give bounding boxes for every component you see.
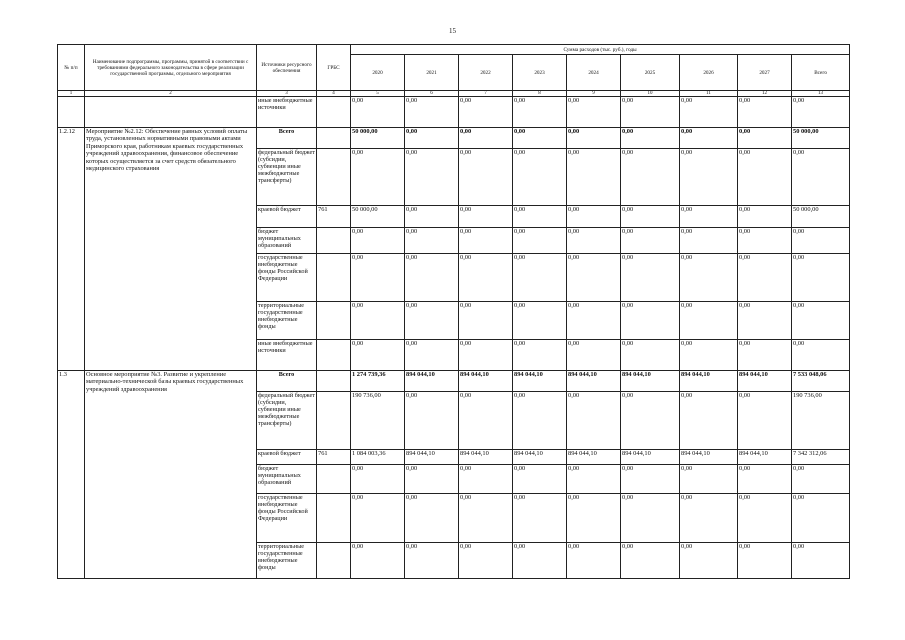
value-cell: 0,00 — [351, 543, 405, 579]
header-year: 2026 — [680, 55, 738, 91]
value-cell: 0,00 — [459, 543, 513, 579]
value-cell: 0,00 — [459, 228, 513, 254]
value-cell: 0,00 — [738, 392, 792, 450]
header-num: № п/п — [58, 45, 85, 91]
value-cell: 0,00 — [405, 543, 459, 579]
value-cell: 0,00 — [567, 97, 621, 128]
column-number: 8 — [513, 91, 567, 97]
value-cell: 190 736,00 — [351, 392, 405, 450]
value-cell: 0,00 — [405, 340, 459, 371]
source-cell: иные внебюджетные источники — [257, 97, 317, 128]
name-cell — [85, 97, 257, 128]
total-cell: 0,00 — [792, 340, 850, 371]
value-cell: 0,00 — [513, 302, 567, 340]
value-cell: 0,00 — [513, 340, 567, 371]
header-name: Наименование подпрограммы, программы, принятой в соответствии с требованиями федерального законодательства в сфере реализации государственной программы, отдельного мероприятия — [85, 45, 257, 91]
total-cell: 0,00 — [792, 149, 850, 206]
item-name: Мероприятие №2.12: Обеспечение равных условий оплаты труда, установленных нормативными правовыми актами Приморского края, работникам краевых государственных учреждений здравоохранения, финансовое обеспечение которых осуществляется за счет средств обязательного медицинского страхования — [85, 128, 257, 371]
value-cell: 0,00 — [738, 97, 792, 128]
value-cell: 0,00 — [738, 206, 792, 228]
column-number: 9 — [567, 91, 621, 97]
value-cell: 0,00 — [513, 254, 567, 302]
source-cell: краевой бюджет — [257, 450, 317, 465]
value-cell: 894 044,10 — [738, 450, 792, 465]
table-body — [58, 97, 850, 579]
source-cell: Всего — [257, 371, 317, 392]
grbs-cell — [317, 465, 351, 494]
value-cell: 894 044,10 — [680, 450, 738, 465]
table-row — [58, 128, 850, 149]
value-cell: 0,00 — [567, 206, 621, 228]
grbs-cell — [317, 340, 351, 371]
value-cell: 0,00 — [621, 254, 680, 302]
value-cell: 0,00 — [680, 494, 738, 543]
value-cell: 894 044,10 — [567, 371, 621, 392]
value-cell: 0,00 — [567, 543, 621, 579]
value-cell: 0,00 — [738, 494, 792, 543]
total-cell: 7 533 048,06 — [792, 371, 850, 392]
header-year: 2021 — [405, 55, 459, 91]
value-cell: 0,00 — [621, 543, 680, 579]
value-cell: 0,00 — [680, 206, 738, 228]
value-cell: 0,00 — [351, 97, 405, 128]
value-cell: 1 274 739,36 — [351, 371, 405, 392]
column-number: 4 — [317, 91, 351, 97]
value-cell: 0,00 — [621, 302, 680, 340]
value-cell: 894 044,10 — [680, 371, 738, 392]
value-cell: 0,00 — [738, 340, 792, 371]
value-cell: 0,00 — [567, 228, 621, 254]
value-cell: 894 044,10 — [405, 371, 459, 392]
value-cell: 894 044,10 — [459, 371, 513, 392]
total-cell: 0,00 — [792, 543, 850, 579]
value-cell: 0,00 — [680, 128, 738, 149]
header-sum-group: Сумма расходов (тыс. руб.), годы — [351, 45, 850, 55]
header-year: 2023 — [513, 55, 567, 91]
total-cell: 0,00 — [792, 302, 850, 340]
value-cell: 894 044,10 — [513, 450, 567, 465]
value-cell: 0,00 — [680, 228, 738, 254]
grbs-cell: 761 — [317, 450, 351, 465]
source-cell: бюджет муниципальных образований — [257, 228, 317, 254]
value-cell: 0,00 — [621, 494, 680, 543]
value-cell: 0,00 — [513, 465, 567, 494]
total-cell: 0,00 — [792, 254, 850, 302]
value-cell: 0,00 — [405, 206, 459, 228]
value-cell: 0,00 — [738, 465, 792, 494]
grbs-cell — [317, 254, 351, 302]
total-cell: 50 000,00 — [792, 128, 850, 149]
grbs-cell — [317, 371, 351, 392]
value-cell: 0,00 — [567, 494, 621, 543]
grbs-cell — [317, 494, 351, 543]
value-cell: 0,00 — [459, 465, 513, 494]
value-cell: 0,00 — [621, 128, 680, 149]
value-cell: 0,00 — [738, 128, 792, 149]
source-cell: краевой бюджет — [257, 206, 317, 228]
header-year: 2020 — [351, 55, 405, 91]
grbs-cell — [317, 97, 351, 128]
value-cell: 0,00 — [680, 149, 738, 206]
value-cell: 0,00 — [621, 206, 680, 228]
value-cell: 0,00 — [513, 543, 567, 579]
value-cell: 1 084 003,36 — [351, 450, 405, 465]
value-cell: 0,00 — [405, 228, 459, 254]
total-cell: 0,00 — [792, 97, 850, 128]
value-cell: 0,00 — [567, 302, 621, 340]
value-cell: 0,00 — [405, 254, 459, 302]
value-cell: 0,00 — [621, 228, 680, 254]
value-cell: 894 044,10 — [405, 450, 459, 465]
value-cell: 0,00 — [459, 254, 513, 302]
value-cell: 50 000,00 — [351, 128, 405, 149]
value-cell: 0,00 — [459, 302, 513, 340]
budget-table — [57, 44, 850, 579]
grbs-cell — [317, 149, 351, 206]
value-cell: 0,00 — [405, 128, 459, 149]
value-cell: 0,00 — [513, 228, 567, 254]
value-cell: 894 044,10 — [621, 371, 680, 392]
value-cell: 0,00 — [738, 543, 792, 579]
value-cell: 0,00 — [351, 494, 405, 543]
value-cell: 0,00 — [459, 392, 513, 450]
value-cell: 894 044,10 — [513, 371, 567, 392]
value-cell: 0,00 — [459, 494, 513, 543]
table-header — [58, 45, 850, 97]
source-cell: Всего — [257, 128, 317, 149]
value-cell: 0,00 — [351, 254, 405, 302]
value-cell: 0,00 — [567, 465, 621, 494]
grbs-cell — [317, 228, 351, 254]
value-cell: 0,00 — [738, 254, 792, 302]
grbs-cell — [317, 302, 351, 340]
source-cell: территориальные государственные внебюджетные фонды — [257, 543, 317, 579]
value-cell: 0,00 — [459, 149, 513, 206]
value-cell: 0,00 — [513, 97, 567, 128]
grbs-cell — [317, 128, 351, 149]
value-cell: 0,00 — [513, 149, 567, 206]
value-cell: 0,00 — [351, 149, 405, 206]
total-cell: 0,00 — [792, 494, 850, 543]
column-number: 3 — [257, 91, 317, 97]
value-cell: 0,00 — [513, 206, 567, 228]
value-cell: 0,00 — [513, 128, 567, 149]
value-cell: 0,00 — [405, 302, 459, 340]
column-number: 12 — [738, 91, 792, 97]
value-cell: 894 044,10 — [621, 450, 680, 465]
value-cell: 0,00 — [567, 254, 621, 302]
source-cell: иные внебюджетные источники — [257, 340, 317, 371]
source-cell: государственные внебюджетные фонды Российской Федерации — [257, 494, 317, 543]
value-cell: 0,00 — [621, 97, 680, 128]
column-number: 10 — [621, 91, 680, 97]
table-row — [58, 371, 850, 392]
value-cell: 0,00 — [567, 149, 621, 206]
value-cell: 0,00 — [351, 340, 405, 371]
item-number: 1.2.12 — [58, 128, 85, 371]
column-number: 7 — [459, 91, 513, 97]
source-cell: бюджет муниципальных образований — [257, 465, 317, 494]
header-year: 2024 — [567, 55, 621, 91]
value-cell: 0,00 — [513, 392, 567, 450]
source-cell: федеральный бюджет (субсидии, субвенции иные межбюджетные трансферты) — [257, 149, 317, 206]
value-cell: 0,00 — [405, 392, 459, 450]
source-cell: территориальные государственные внебюджетные фонды — [257, 302, 317, 340]
value-cell: 0,00 — [459, 206, 513, 228]
value-cell: 0,00 — [405, 465, 459, 494]
value-cell: 0,00 — [351, 465, 405, 494]
value-cell: 0,00 — [459, 128, 513, 149]
value-cell: 0,00 — [680, 340, 738, 371]
total-cell: 0,00 — [792, 228, 850, 254]
value-cell: 0,00 — [680, 97, 738, 128]
value-cell: 894 044,10 — [738, 371, 792, 392]
item-number: 1.3 — [58, 371, 85, 579]
grbs-cell: 761 — [317, 206, 351, 228]
value-cell: 0,00 — [567, 128, 621, 149]
value-cell: 0,00 — [351, 302, 405, 340]
value-cell: 0,00 — [459, 340, 513, 371]
value-cell: 894 044,10 — [567, 450, 621, 465]
table-row — [58, 97, 850, 128]
total-cell: 50 000,00 — [792, 206, 850, 228]
column-number: 5 — [351, 91, 405, 97]
source-cell: федеральный бюджет (субсидии, субвенции иные межбюджетные трансферты) — [257, 392, 317, 450]
item-name: Основное мероприятие №3. Развитие и укрепление материально-технической базы краевых государственных учреждений здравоохранения — [85, 371, 257, 579]
value-cell: 0,00 — [738, 302, 792, 340]
value-cell: 0,00 — [567, 340, 621, 371]
value-cell: 0,00 — [405, 149, 459, 206]
value-cell: 0,00 — [738, 228, 792, 254]
num-cell — [58, 97, 85, 128]
column-number: 13 — [792, 91, 850, 97]
value-cell: 0,00 — [405, 97, 459, 128]
value-cell: 0,00 — [680, 302, 738, 340]
value-cell: 0,00 — [680, 254, 738, 302]
value-cell: 0,00 — [680, 543, 738, 579]
header-source: Источники ресурсного обеспечения — [257, 45, 317, 91]
value-cell: 0,00 — [680, 392, 738, 450]
grbs-cell — [317, 392, 351, 450]
page-number: 15 — [449, 27, 456, 35]
total-cell: 7 342 312,06 — [792, 450, 850, 465]
source-cell: государственные внебюджетные фонды Российской Федерации — [257, 254, 317, 302]
value-cell: 0,00 — [621, 465, 680, 494]
header-year: 2022 — [459, 55, 513, 91]
value-cell: 0,00 — [459, 97, 513, 128]
value-cell: 0,00 — [513, 494, 567, 543]
value-cell: 50 000,00 — [351, 206, 405, 228]
value-cell: 0,00 — [680, 465, 738, 494]
column-number: 11 — [680, 91, 738, 97]
value-cell: 0,00 — [621, 340, 680, 371]
column-number: 6 — [405, 91, 459, 97]
header-grbs: ГРБС — [317, 45, 351, 91]
header-total: Всего — [792, 55, 850, 91]
total-cell: 0,00 — [792, 465, 850, 494]
total-cell: 190 736,00 — [792, 392, 850, 450]
value-cell: 894 044,10 — [459, 450, 513, 465]
header-year: 2027 — [738, 55, 792, 91]
value-cell: 0,00 — [621, 149, 680, 206]
value-cell: 0,00 — [405, 494, 459, 543]
value-cell: 0,00 — [621, 392, 680, 450]
grbs-cell — [317, 543, 351, 579]
value-cell: 0,00 — [738, 149, 792, 206]
header-year: 2025 — [621, 55, 680, 91]
value-cell: 0,00 — [351, 228, 405, 254]
column-number: 1 — [58, 91, 85, 97]
value-cell: 0,00 — [567, 392, 621, 450]
column-number: 2 — [85, 91, 257, 97]
